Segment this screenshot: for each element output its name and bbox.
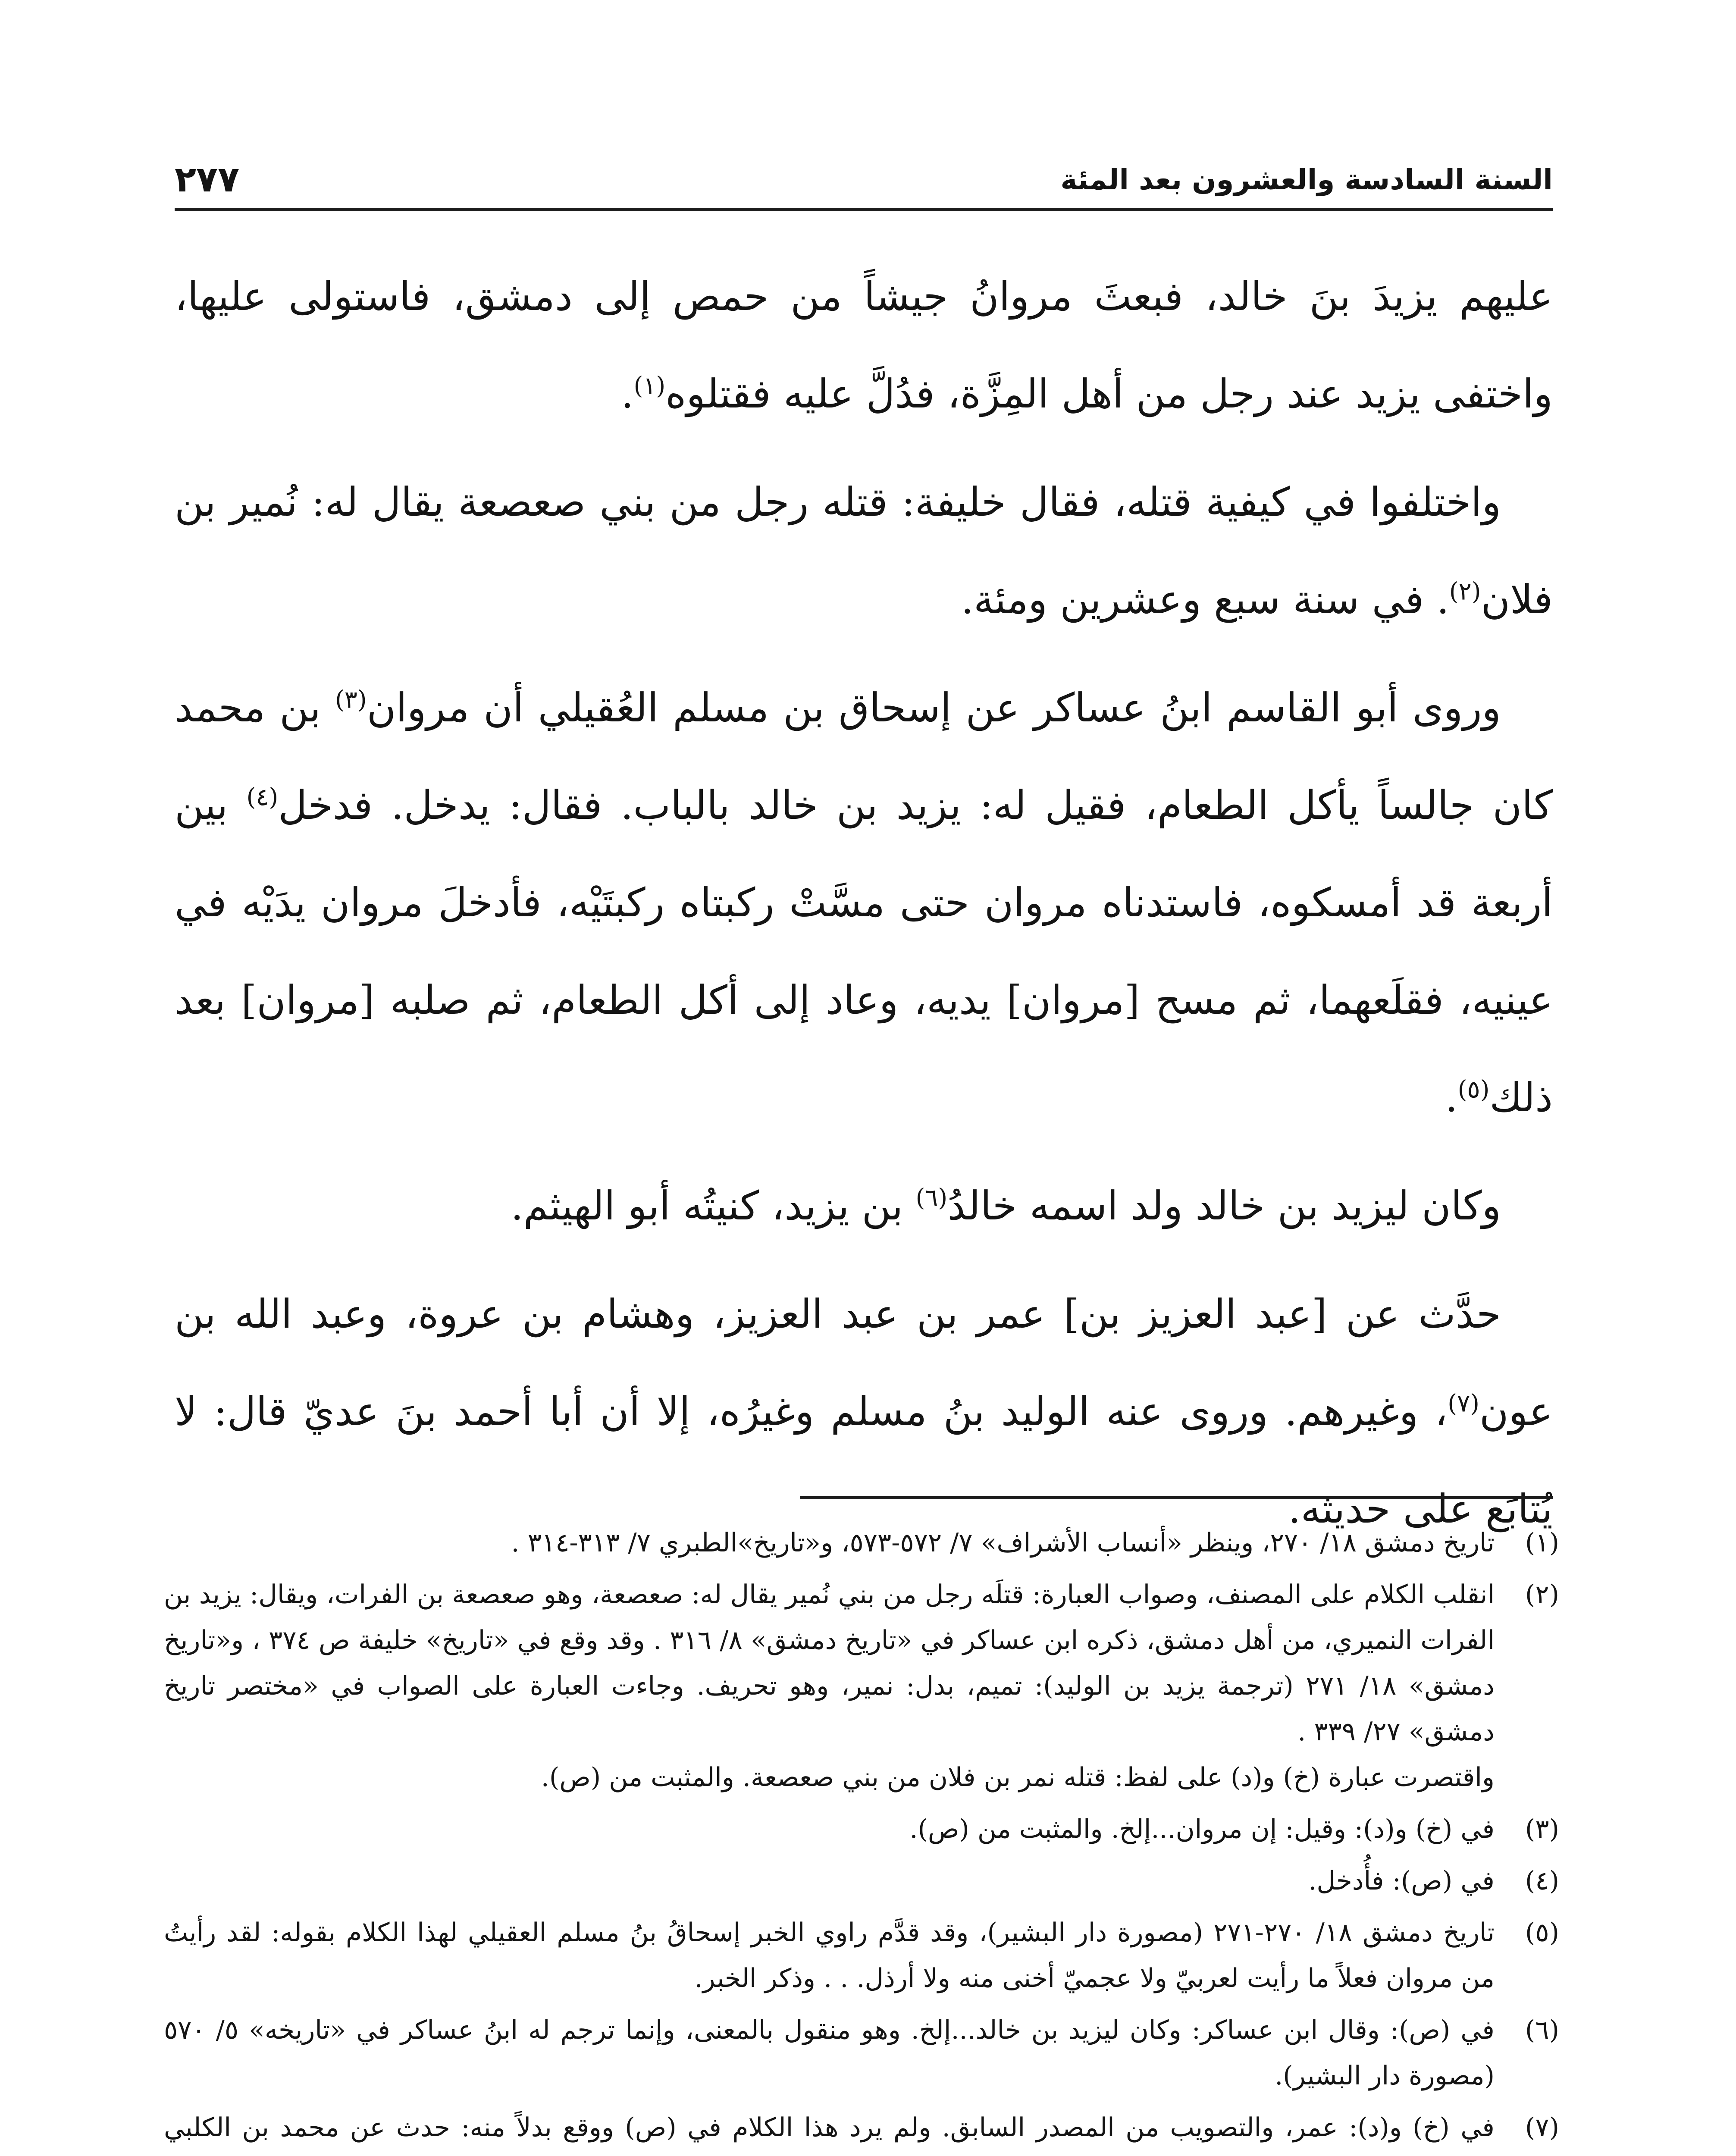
main-text [175,248,1553,1569]
paragraph [175,454,1553,649]
footnote-ref[interactable]: (١) [633,372,666,400]
footnote-number: (٣) [1525,1814,1559,1844]
footnote [164,1858,1559,1904]
page-header [175,135,1553,204]
paragraph [175,659,1553,1147]
header-rule [175,208,1553,211]
footnote-text: واقتصرت عبارة (خ) و(د) على لفظ: قتله نمر بن فلان من بني صعصعة. والمثبت من (ص). [541,1762,1495,1792]
footnote-number: (١) [1525,1528,1559,1558]
footnote-ref[interactable]: (٥) [1457,1075,1490,1104]
footnote-ref[interactable]: (٦) [915,1184,948,1212]
text-run: عليهم يزيدَ بنَ خالد، فبعثَ مروانُ جيشاً من حمص إلى دمشق، فاستولى عليها، واختفى يزيد عند رجل من أهل المِزَّة، فدُلَّ عليه فقتلوه [175,273,1553,417]
footnote [164,1520,1559,1566]
paragraph [175,248,1553,443]
text-run: بن محمد كان جالساً يأكل الطعام، فقيل له: يزيد بن خالد بالباب. فقال: يدخل. فدخل [175,685,1553,828]
footnote-text: تاريخ دمشق ١٨/ ٢٧٠، وينظر «أنساب الأشراف» ٧/ ٥٧٢-٥٧٣، و«تاريخ»الطبري ٧/ ٣١٣-٣١٤ . [511,1528,1495,1558]
footnote-number: (٤) [1525,1866,1559,1896]
footnote-text: في (ص): وقال ابن عساكر: وكان ليزيد بن خالد...إلخ. وهو منقول بالمعنى، وإنما ترجم له ابنُ عساكر في «تاريخه» ٥/ ٥٧٠ (مصورة دار البشير). [164,2015,1495,2091]
text-run: . [1445,1075,1458,1121]
page-number: ٢٧٧ [175,159,240,200]
footnote-ref[interactable]: (٣) [335,686,367,714]
footnote-text: في (خ) و(د): عمر، والتصويب من المصدر السابق. ولم يرد هذا الكلام في (ص) ووقع بدلاً منه: حدث عن محمد بن الكلبي [164,2112,1495,2143]
footnote-text: في (ص): فأُدخل. [1308,1866,1495,1896]
footnote [164,1572,1559,1800]
footnote-ref[interactable]: (٢) [1449,577,1481,606]
footnote-number: (٦) [1525,2015,1559,2045]
text-run: وروى أبو القاسم ابنُ عساكر عن إسحاق بن مسلم العُقيلي أن مروان [367,685,1501,731]
footnote-number: (٢) [1525,1579,1559,1610]
text-run: واختلفوا في كيفية قتله، فقال خليفة: قتله رجل من بني صعصعة يقال له: نُمير بن فلان [175,479,1553,623]
footnote [164,2105,1559,2156]
footnote-text: في (خ) و(د): وقيل: إن مروان...إلخ. والمثبت من (ص). [909,1814,1495,1844]
footnote [164,1806,1559,1852]
paragraph [175,1266,1553,1558]
footnote-number: (٧) [1525,2112,1559,2143]
running-title: السنة السادسة والعشرون بعد المئة [1060,163,1553,196]
footnote-rule [800,1496,1553,1499]
text-run: حدَّث عن [عبد العزيز بن] عمر بن عبد العزيز، وهشام بن عروة، وعبد الله بن عون [175,1291,1553,1435]
footnotes [164,1520,1559,2156]
footnote-ref[interactable]: (٧) [1448,1389,1480,1418]
footnote [164,1910,1559,2001]
paragraph [175,1157,1553,1255]
text-run: بن يزيد، كنيتُه أبو الهيثم. [511,1183,916,1229]
footnote [164,2007,1559,2099]
text-run: بين أربعة قد أمسكوه، فاستدناه مروان حتى مسَّتْ ركبتاه ركبتَيْه، فأدخلَ مروان يدَيْه في عينيه، فقلَعهما، ثم مسح [مروان] يديه، وعاد إلى أكل الطعام، ثم صلبه [مروان] بعد ذلك [175,782,1553,1121]
text-run: . [621,371,634,417]
text-run: . في سنة سبع وعشرين ومئة. [961,577,1449,623]
footnote-number: (٥) [1525,1918,1559,1948]
footnote-text: تاريخ دمشق ١٨/ ٢٧٠-٢٧١ (مصورة دار البشير)، وقد قدَّم راوي الخبر إسحاقُ بنُ مسلم العقيلي لهذا الكلام بقوله: لقد رأيتُ من مروان فعلاً ما رأيت لعربيّ ولا عجميّ أخنى منه ولا أرذل. . . وذكر الخبر. [164,1918,1495,1993]
text-run: وكان ليزيد بن خالد ولد اسمه خالدُ [947,1183,1501,1229]
footnote-text: انقلب الكلام على المصنف، وصواب العبارة: قتلَه رجل من بني نُمير يقال له: صعصعة، وهو صعصعة بن الفرات، ويقال: يزيد بن الفرات النميري، من أهل دمشق، ذكره ابن عساكر في «تاريخ دمشق» ٨/ ٣١٦ . وقد وقع في «تاريخ» خليفة ص ٣٧٤ ، و«تاريخ دمشق» ١٨/ ٢٧١ (ترجمة يزيد بن الوليد): تميم، بدل: نمير، وهو تحريف. وجاءت العبارة على الصواب في «مختصر تاريخ دمشق» ٢٧/ ٣٣٩ . [164,1579,1495,1747]
text-run: ، وغيرهم. وروى عنه الوليد بنُ مسلم وغيرُه، إلا أن أبا أحمد بنَ عديّ قال: لا يُتابَع على حديثه. [175,1388,1553,1532]
footnote-ref[interactable]: (٤) [246,783,279,812]
